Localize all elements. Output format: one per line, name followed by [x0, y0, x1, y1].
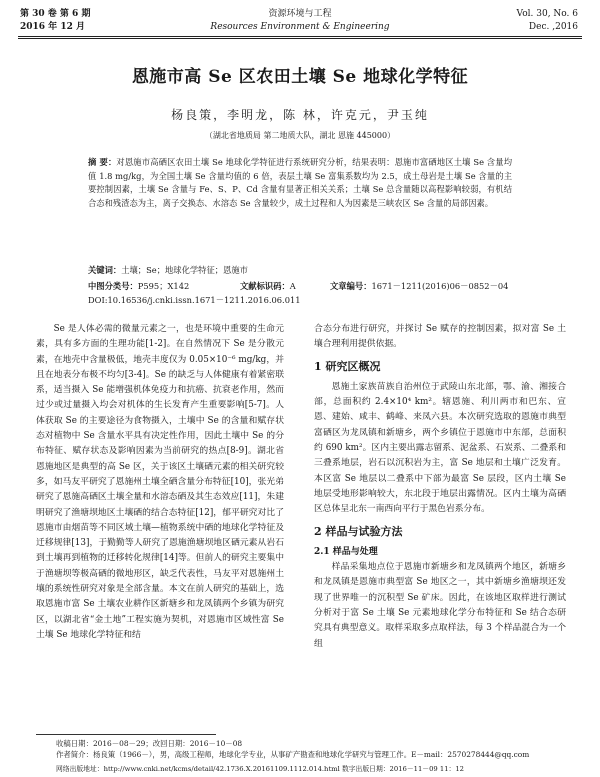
doc-code-text: A — [289, 281, 296, 291]
footnote-author: 作者简介：杨良策（1966－），男，高级工程师，地球化学专业，从事矿产勘查和地球化学研究与管理工作。E－mail：2570278444@qq.com — [56, 750, 530, 759]
journal-name-en: Resources Environment & Engineering — [210, 22, 390, 32]
body-column-left — [36, 322, 284, 643]
keywords-label: 关键词： — [88, 265, 122, 275]
footnote-online — [56, 764, 576, 776]
section-1-paragraph: 恩施土家族苗族自治州位于武陵山东北部，鄂、渝、湘接合部，总面积约 2.4×10⁴ km²。辖恩施、利川两市和巴东、宣恩、建始、咸丰、鹤峰、来凤六县。本次研究选取的恩施市典型富硒区为龙凤镇和新塘乡，两个乡镇位于恩施市中东部，总面积约 690 km²。区内主要出露志留系、泥盆系、石炭系、二叠系和三叠系地层，岩石以沉积岩为主，富 Se 地层和土壤广泛发育。本区富 Se 地层以二叠系中下部为最富 Se 层段，区内土壤 Se 地层受地形影响较大，东北段于地层出露情况。区内土壤为高硒区总体呈北东一南西向平行于黑色岩系分布。 — [314, 381, 566, 515]
header-rule — [18, 36, 582, 39]
paper-title: 恩施市高 Se 区农田土壤 Se 地球化学特征 — [131, 67, 469, 87]
volume-issue-en: Vol. 30, No. 6 — [516, 9, 578, 19]
footnote-rule — [36, 734, 216, 735]
section-2-heading: 2 样品与试验方法 — [314, 524, 403, 538]
body-column-right — [314, 322, 566, 652]
section-1-heading: 1 研究区概况 — [314, 359, 381, 373]
abstract-text: 对恩施市高硒区农田土壤 Se 地球化学特征进行系统研究分析，结果表明：恩施市富硒地区土壤 Se 含量均值 1.8 mg/kg，为全国土壤 Se 含量均值的 6 倍，表层土壤 Se 富集系数均为 2.5，成土母岩是土壤 Se 含量的主要控制因素，土壤 Se 含量与 Fe、S、P、Cd 含量有显著正相关关系；土壤 Se 总含量随以高程影响较弱，有机结合态和残渣态为主，离子交换态、水溶态 Se 含量较少，成土过程和人为因素是三峡农区 Se 含量的局部因素。 — [88, 157, 512, 208]
abstract-label: 摘 要： — [88, 157, 117, 167]
document-code — [240, 280, 296, 293]
author-list: 杨良策，李明龙，陈 林，许克元，尹玉纯 — [171, 108, 429, 122]
section-2-1-paragraph: 样品采集地点位于恩施市新塘乡和龙凤镇两个地区，新塘乡和龙凤镇是恩施市典型富 Se 地区之一，其中新塘乡渔塘坝还发现了世界唯一的沉积型 Se 矿床。因此，在该地区取样进行测试分析对于富 Se 土壤 Se 元素地球化学分布特征和 Se 结合态研究具有典型意义。取样采取多点取样法，每 3 个样品混合为一个组 — [314, 562, 566, 649]
doc-code-label: 文献标识码： — [240, 281, 290, 291]
running-header-left — [20, 8, 90, 34]
running-header-center — [200, 8, 400, 34]
article-number — [330, 280, 508, 293]
abstract — [88, 156, 512, 210]
footnote-received: 收稿日期：2016－08－29；改回日期：2016－10－08 — [56, 739, 243, 748]
doi: DOI:10.16536/j.cnki.issn.1671－1211.2016.06.011 — [88, 295, 301, 305]
clc-text: P595；X142 — [137, 281, 190, 291]
issue-date: 2016 年 12 月 — [20, 22, 85, 32]
clc-number — [88, 280, 189, 293]
affiliation: （湖北省地质局 第二地质大队，湖北 恩施 445000） — [204, 131, 396, 140]
journal-name-cn: 资源环境与工程 — [268, 9, 332, 19]
running-header-right — [517, 8, 578, 34]
footnote-online-date: 数字出版日期：2016－11－09 11：12 — [341, 765, 464, 773]
footnote-online-url: 网络出版地址：http://www.cnki.net/kcms/detail/42.1736.X.20161109.1112.014.html — [56, 765, 340, 773]
volume-issue: 第 30 卷 第 6 期 — [20, 9, 91, 19]
intro-paragraph: Se 是人体必需的微量元素之一，也是环境中重要的生命元素，具有多方面的生理功能[1-2]。在自然情况下 Se 是分散元素，在地壳中含量极低，地壳丰度仅为 0.05×10⁻⁶ mg/kg，并且在地表分布极不均匀[3-4]。Se 的缺乏与人体健康有着紧密联系，适当摄入 Se 能增强机体免疫力和抗癌、抗衰老作用，然而过少或过量摄入均会对机体的生长发育产生重要影响[5-7]。人体获取 Se 的主要途径为食物摄入，土壤中 Se 的含量和赋存状态对植物中 Se 含量水平具有决定性作用，因此土壤中 Se 的分布特征、赋存状态及影响因素为当前研究的热点[8-9]。湖北省恩施地区是典型的高 Se 区，关于该区土壤硒元素的相关研究较多，如马友平研究了恩施州土壤全硒含量分布特征[10]，张光弟研究了恩施高硒区土壤全量和水溶态硒及其生态效应[11]，朱建明研究了渔塘坝地区土壤硒的结合态特征[12]，郁平研究对比了恩施市由烟苗等不同区域土壤—植物系统中硒的地球化学特征及迁移规律[13]，于勤勤等人研究了恩施渔塘坝地区硒元素从岩石到土壤再到植物的迁移转化规律[14]等。但前人的研究主要集中于渔塘坝等极高硒的微地形区，缺乏代表性，马友平对恩施州土壤的系统性研究对象是全部含量。本文在前人研究的基础上，选取恩施市富 Se 土壤农业耕作区新塘乡和龙凤镇两个乡镇为研究区，以湖北省“金土地”工程实施为契机，对恩施市区域性富 Se 土壤 Se 地球化学特征和结 — [36, 324, 284, 640]
section-2-1-heading: 2.1 样品与处理 — [314, 546, 378, 557]
clc-label: 中图分类号： — [88, 281, 138, 291]
intro-paragraph-end: 合态分布进行研究，并探讨 Se 赋存的控制因素，拟对富 Se 土壤合理利用提供依据。 — [314, 324, 566, 350]
issue-date-en: Dec. ,2016 — [528, 22, 578, 32]
article-no-label: 文章编号： — [330, 281, 372, 291]
keywords-text: 土壤；Se；地球化学特征；恩施市 — [121, 265, 248, 275]
article-no-text: 1671－1211(2016)06－0852－04 — [371, 281, 509, 291]
keywords — [88, 264, 248, 277]
